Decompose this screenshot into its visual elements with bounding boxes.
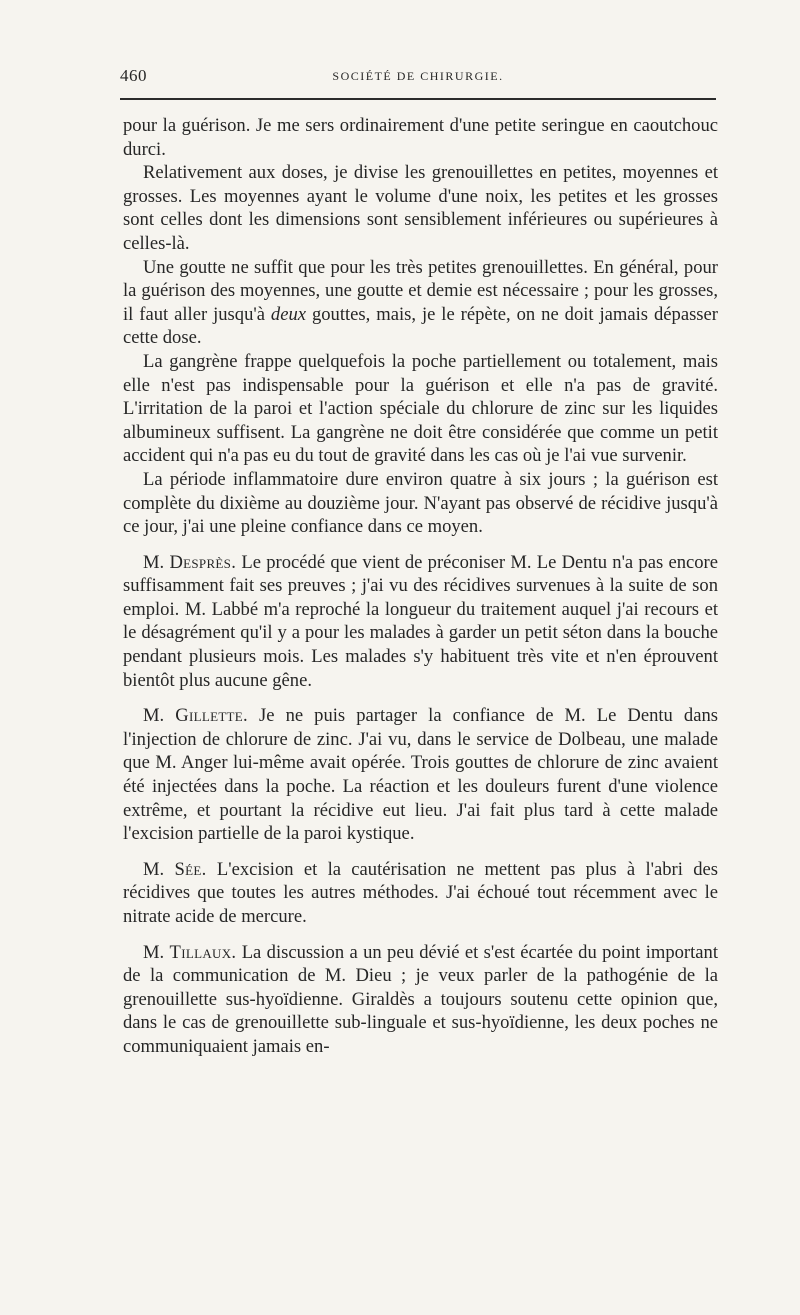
speaker-name: Desprès. <box>169 551 237 573</box>
paragraph-text: Une goutte ne suffit que pour les très petites grenouillettes. En général, pour la guérison des moyennes, une goutte et demie est nécessaire ; pour les grosses, il faut aller jusqu'à <box>123 256 718 325</box>
header-rule <box>120 98 716 100</box>
paragraph: Relativement aux doses, je divise les grenouillettes en petites, moyennes et grosses. Les moyennes ayant le volume d'une noix, les petites et les grosses sont celles dont les dimensions sont sensiblement inférieures ou supérieures à celles-là. <box>123 162 718 254</box>
paragraph-text: L'excision et la cautérisation ne mettent pas plus à l'abri des récidives que toutes les autres méthodes. J'ai échoué tout récemment avec le nitrate acide de mercure. <box>123 858 718 927</box>
page-header <box>120 66 716 90</box>
body-text <box>123 114 718 1059</box>
speaker-paragraph <box>123 941 718 1059</box>
paragraph-text: Je ne puis partager la confiance de M. Le Dentu dans l'injection de chlorure de zinc. J'ai vu, dans le service de Dolbeau, une malade que M. Anger lui-même avait opérée. Trois gouttes de chlorure de zinc avaient été injectées dans la poche. La réaction et les douleurs furent d'une violence extrême, et pourtant la récidive eut lieu. J'ai fait plus tard à cette malade l'excision partielle de la paroi kystique. <box>123 705 718 845</box>
running-head: SOCIÉTÉ DE CHIRURGIE. <box>332 69 504 83</box>
speaker-name: Sée. <box>174 858 207 880</box>
speaker-name: Tillaux. <box>169 941 237 963</box>
paragraph-text: gouttes, mais, je le répète, on ne doit jamais dépasser cette dose. <box>123 303 718 349</box>
paragraph <box>123 256 718 350</box>
paragraph: pour la guérison. Je me sers ordinairement d'une petite seringue en caoutchouc durci. <box>123 115 718 160</box>
speaker-paragraph <box>123 551 718 693</box>
emphasis: deux <box>270 303 307 325</box>
speaker-prefix: M. <box>143 705 176 727</box>
speaker-prefix: M. <box>143 941 170 963</box>
paragraph: La période inflammatoire dure environ quatre à six jours ; la guérison est complète du dixième au douzième jour. N'ayant pas observé de récidive jusqu'à ce jour, j'ai une pleine confiance dans ce moyen. <box>123 468 718 538</box>
paragraph-text: La discussion a un peu dévié et s'est écartée du point important de la communication de M. Dieu ; je veux parler de la pathogénie de la grenouillette sus-hyoïdienne. Giraldès a toujours soutenu cette opinion que, dans le cas de grenouillette sub-linguale et sus-hyoïdienne, les deux poches ne communiquaient jamais en- <box>123 941 718 1057</box>
speaker-name: Gillette. <box>175 705 248 727</box>
speaker-paragraph <box>123 704 718 846</box>
page-number: 460 <box>120 66 147 85</box>
paragraph: La gangrène frappe quelquefois la poche partiellement ou totalement, mais elle n'est pas indispensable pour la guérison et elle n'a pas de gravité. L'irritation de la paroi et l'action spéciale du chlorure de zinc sur les liquides albumineux suffisent. La gangrène ne doit être considérée que comme un petit accident qui n'a pas eu du tout de gravité dans les cas où je l'ai vue survenir. <box>123 350 718 467</box>
speaker-prefix: M. <box>143 858 175 880</box>
paragraph-text: Le procédé que vient de préconiser M. Le Dentu n'a pas encore suffisamment fait ses preuves ; j'ai vu des récidives survenues à la suite de son emploi. M. Labbé m'a reproché la longueur du traitement auquel j'ai recours et le désagrément qu'il y a pour les malades à garder un petit séton dans la bouche pendant plusieurs mois. Les malades s'y habituent très vite et n'en éprouvent bientôt plus aucune gêne. <box>123 551 718 691</box>
speaker-paragraph <box>123 858 718 929</box>
speaker-prefix: M. <box>143 551 170 573</box>
